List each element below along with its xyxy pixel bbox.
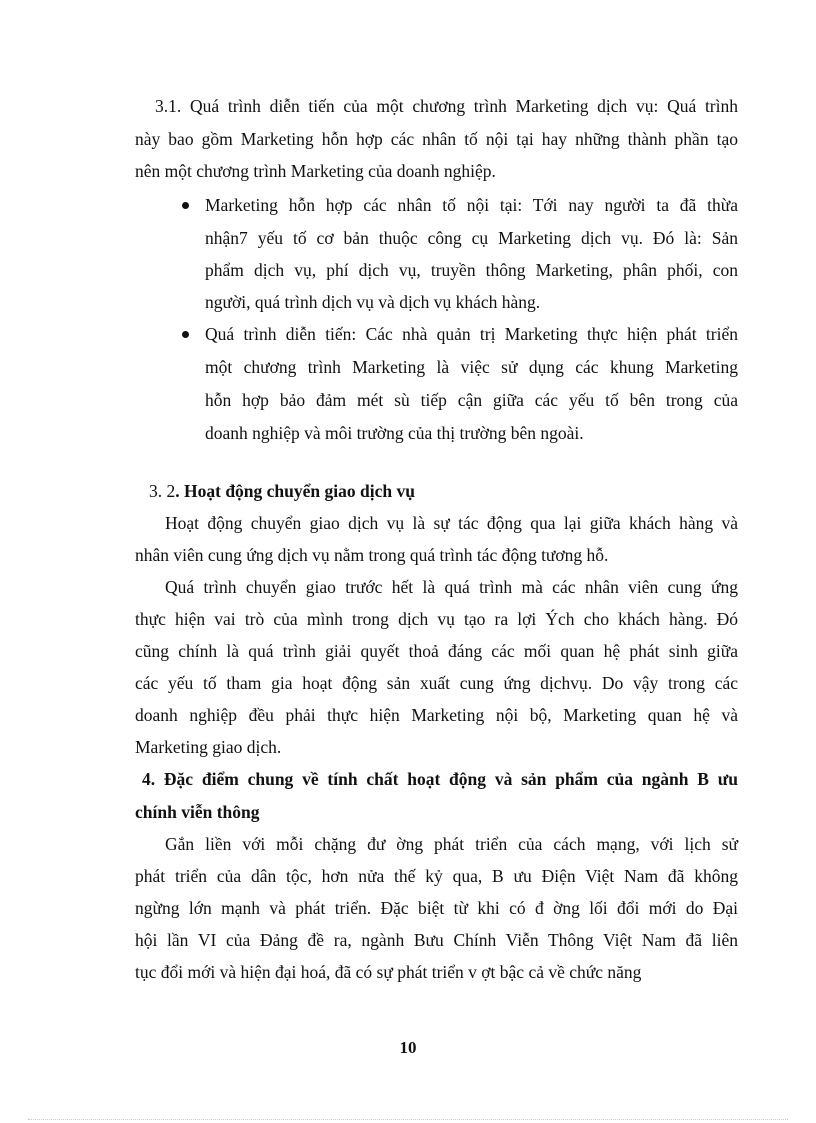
page-number: 10 [399, 1038, 417, 1057]
bullet-2-line-4: doanh nghiệp và môi trường của thị trường bên ngoài. [205, 423, 584, 443]
section-4-heading-line-1: 4. Đặc điểm chung về tính chất hoạt động và sản phẩm của ngành B ưu [142, 769, 738, 789]
section-3-2-p2-line-6: Marketing giao dịch. [135, 737, 282, 757]
section-3-2-p2-line-5: doanh nghiệp đều phải thực hiện Marketing nội bộ, Marketing quan hệ và [135, 705, 738, 725]
section-3-2-number: 3. 2 [149, 481, 176, 501]
section-4-line-4: hội lần VI của Đảng đề ra, ngành Bưu Chính Viễn Thông Việt Nam đã liên [135, 930, 738, 950]
section-3-1-line-3: nên một chương trình Marketing của doanh nghiệp. [135, 161, 496, 181]
section-4-heading-line-2: chính viễn thông [135, 802, 260, 822]
section-3-2-title: . Hoạt động chuyển giao dịch vụ [175, 481, 415, 501]
section-3-2-p2-line-4: các yếu tố tham gia hoạt động sản xuất cung ứng dịchvụ. Do vậy trong các [135, 673, 738, 693]
section-4-line-5: tục đổi mới và hiện đại hoá, đã có sự phát triển v ợt bậc cả về chức năng [135, 962, 642, 982]
section-3-1-line-2: này bao gồm Marketing hỗn hợp các nhân tố nội tại hay những thành phần tạo [135, 129, 738, 149]
bullet-1-line-1: Marketing hỗn hợp các nhân tố nội tại: Tới nay người ta đã thừa [205, 195, 738, 215]
bullet-1-line-2: nhận7 yếu tố cơ bản thuộc công cụ Marketing dịch vụ. Đó là: Sản [205, 228, 738, 248]
bullet-icon [182, 202, 189, 209]
section-4-line-1: Gắn liền với mỗi chặng đư ờng phát triển của cách mạng, với lịch sử [165, 834, 738, 854]
footer-divider [28, 1119, 788, 1120]
section-4-line-3: ngừng lớn mạnh và phát triển. Đặc biệt từ khi có đ ờng lối đổi mới do Đại [135, 898, 738, 918]
section-3-2-p2-line-3: cũng chính là quá trình giải quyết thoả đáng các mối quan hệ phát sinh giữa [135, 641, 738, 661]
section-3-2-p2-line-1: Quá trình chuyển giao trước hết là quá trình mà các nhân viên cung ứng [165, 577, 738, 597]
section-3-2-p2-line-2: thực hiện vai trò của mình trong dịch vụ tạo ra lợi Ých cho khách hàng. Đó [135, 609, 738, 629]
section-3-1-line-1: 3.1. Quá trình diễn tiến của một chương trình Marketing dịch vụ: Quá trình [155, 96, 738, 116]
bullet-icon [182, 331, 189, 338]
section-3-2-p1-line-1: Hoạt động chuyển giao dịch vụ là sự tác động qua lại giữa khách hàng và [165, 513, 738, 533]
section-3-2-heading [149, 480, 415, 502]
bullet-1-line-3: phẩm dịch vụ, phí dịch vụ, truyền thông Marketing, phân phối, con [205, 260, 738, 280]
section-3-2-p1-line-2: nhân viên cung ứng dịch vụ nằm trong quá trình tác động tương hỗ. [135, 545, 609, 565]
bullet-2-line-1: Quá trình diễn tiến: Các nhà quản trị Marketing thực hiện phát triển [205, 324, 738, 344]
bullet-2-line-3: hỗn hợp bảo đảm mét sù tiếp cận giữa các yếu tố bên trong của [205, 390, 738, 410]
bullet-1-line-4: người, quá trình dịch vụ và dịch vụ khách hàng. [205, 292, 541, 312]
bullet-2-line-2: một chương trình Marketing là việc sử dụng các khung Marketing [205, 357, 738, 377]
section-4-line-2: phát triển của dân tộc, hơn nửa thế kỷ qua, B ưu Điện Việt Nam đã không [135, 866, 738, 886]
